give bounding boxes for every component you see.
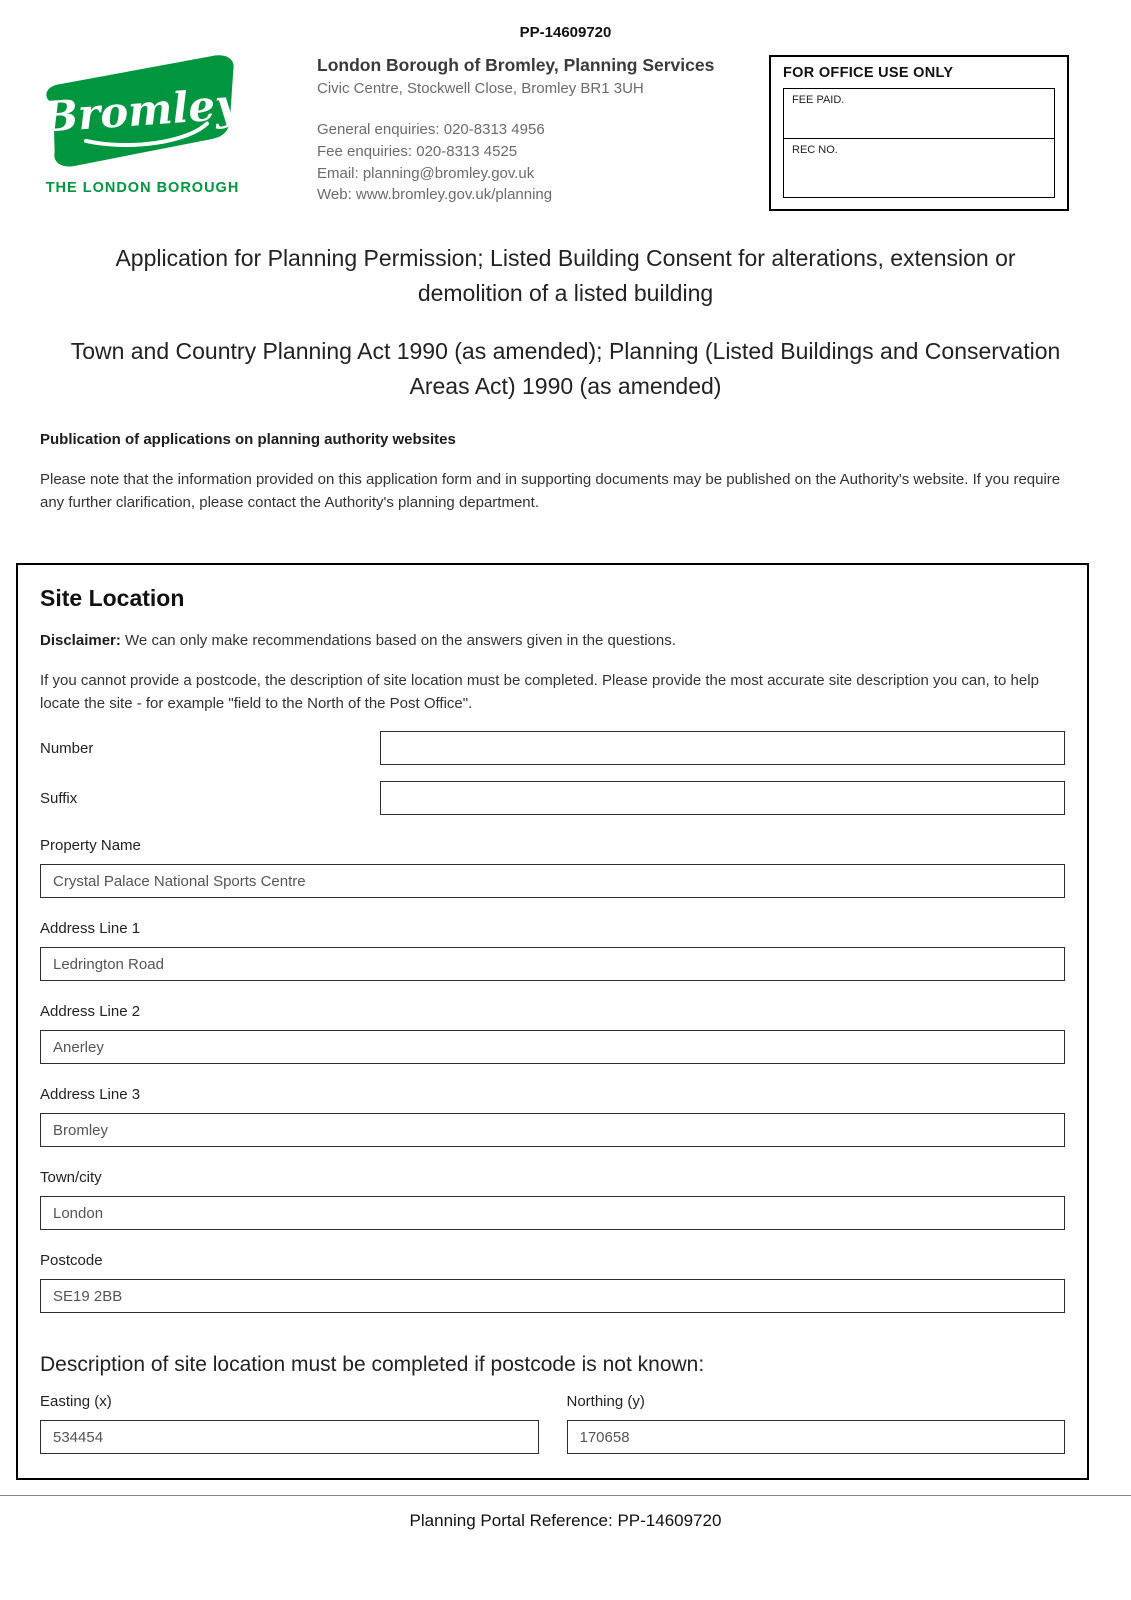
authority-details bbox=[317, 55, 769, 206]
postcode-field bbox=[40, 1252, 1065, 1313]
address-line-1-label: Address Line 1 bbox=[40, 920, 141, 937]
property-name-label: Property Name bbox=[40, 837, 141, 854]
number-input[interactable] bbox=[380, 731, 1065, 765]
publication-body: Please note that the information provided on this application form and in supporting documents may be published on the Authority's website. If you require any further clarification, please contact the Authority's planning department. bbox=[40, 471, 1061, 512]
description-heading: Description of site location must be completed if postcode is not known: bbox=[40, 1353, 705, 1376]
office-use-fields bbox=[783, 88, 1055, 198]
act-title: Town and Country Planning Act 1990 (as amended); Planning (Listed Buildings and Conservation Areas Act) 1990 (as amended) bbox=[70, 338, 1061, 399]
town-city-label: Town/city bbox=[40, 1169, 102, 1186]
postcode-label: Postcode bbox=[40, 1252, 103, 1269]
form-title: Application for Planning Permission; Listed Building Consent for alterations, extension or demolition of a listed building bbox=[115, 245, 1016, 306]
easting-input[interactable] bbox=[40, 1420, 539, 1454]
footer-reference: Planning Portal Reference: PP-14609720 bbox=[409, 1511, 722, 1530]
address-line-2-input[interactable] bbox=[40, 1030, 1065, 1064]
number-label: Number bbox=[40, 739, 94, 757]
northing-input[interactable] bbox=[567, 1420, 1066, 1454]
easting-field bbox=[40, 1393, 539, 1454]
suffix-label: Suffix bbox=[40, 789, 78, 807]
address-line-3-label: Address Line 3 bbox=[40, 1086, 141, 1103]
contact-line-email: Email: planning@bromley.gov.uk bbox=[317, 164, 535, 182]
postcode-input[interactable] bbox=[40, 1279, 1065, 1313]
disclaimer-label: Disclaimer: bbox=[40, 631, 121, 649]
suffix-field-row bbox=[40, 781, 1065, 815]
office-use-box bbox=[769, 55, 1069, 211]
town-city-input[interactable] bbox=[40, 1196, 1065, 1230]
site-location-section bbox=[16, 563, 1089, 1481]
contact-line-fees: Fee enquiries: 020-8313 4525 bbox=[317, 142, 518, 160]
bromley-logo-tagline: THE LONDON BOROUGH bbox=[45, 180, 240, 196]
northing-label: Northing (y) bbox=[566, 1393, 645, 1410]
rec-no-box bbox=[784, 139, 1054, 197]
footer-divider bbox=[0, 1495, 1131, 1496]
authority-address: Civic Centre, Stockwell Close, Bromley BR1 3UH bbox=[317, 80, 644, 97]
coordinates-row bbox=[40, 1393, 1065, 1454]
address-line-1-input[interactable] bbox=[40, 947, 1065, 981]
office-use-title: FOR OFFICE USE ONLY bbox=[783, 65, 954, 81]
bromley-logo bbox=[40, 55, 255, 196]
contact-line-general: General enquiries: 020-8313 4956 bbox=[317, 121, 545, 138]
address-line-2-field bbox=[40, 1003, 1065, 1064]
application-reference: PP-14609720 bbox=[519, 24, 612, 41]
number-field-row bbox=[40, 731, 1065, 765]
disclaimer-text: We can only make recommendations based on the answers given in the questions. bbox=[120, 631, 676, 649]
section-heading: Site Location bbox=[40, 584, 185, 611]
address-line-3-field bbox=[40, 1086, 1065, 1147]
header bbox=[40, 55, 1069, 211]
easting-label: Easting (x) bbox=[40, 1393, 112, 1410]
fee-paid-label: FEE PAID. bbox=[792, 94, 845, 106]
footer bbox=[0, 1495, 1131, 1531]
disclaimer bbox=[40, 632, 1065, 649]
bromley-logo-text: Bromley bbox=[40, 79, 242, 142]
postcode-note: If you cannot provide a postcode, the description of site location must be completed. Please provide the most accurate site description you can, to help locate the site - for example "field to the North of the Post Office". bbox=[40, 671, 1039, 712]
bromley-logo-graphic bbox=[40, 55, 245, 173]
contact-line-web: Web: www.bromley.gov.uk/planning bbox=[317, 186, 553, 204]
authority-contacts bbox=[317, 119, 769, 206]
address-line-2-label: Address Line 2 bbox=[40, 1003, 141, 1020]
publication-heading: Publication of applications on planning authority websites bbox=[40, 431, 456, 448]
fee-paid-box bbox=[784, 89, 1054, 139]
address-line-1-field bbox=[40, 920, 1065, 981]
property-name-field bbox=[40, 837, 1065, 898]
town-city-field bbox=[40, 1169, 1065, 1230]
property-name-input[interactable] bbox=[40, 864, 1065, 898]
rec-no-label: REC NO. bbox=[792, 144, 838, 156]
address-line-3-input[interactable] bbox=[40, 1113, 1065, 1147]
authority-title: London Borough of Bromley, Planning Services bbox=[317, 55, 715, 75]
suffix-input[interactable] bbox=[380, 781, 1065, 815]
northing-field bbox=[567, 1393, 1066, 1454]
